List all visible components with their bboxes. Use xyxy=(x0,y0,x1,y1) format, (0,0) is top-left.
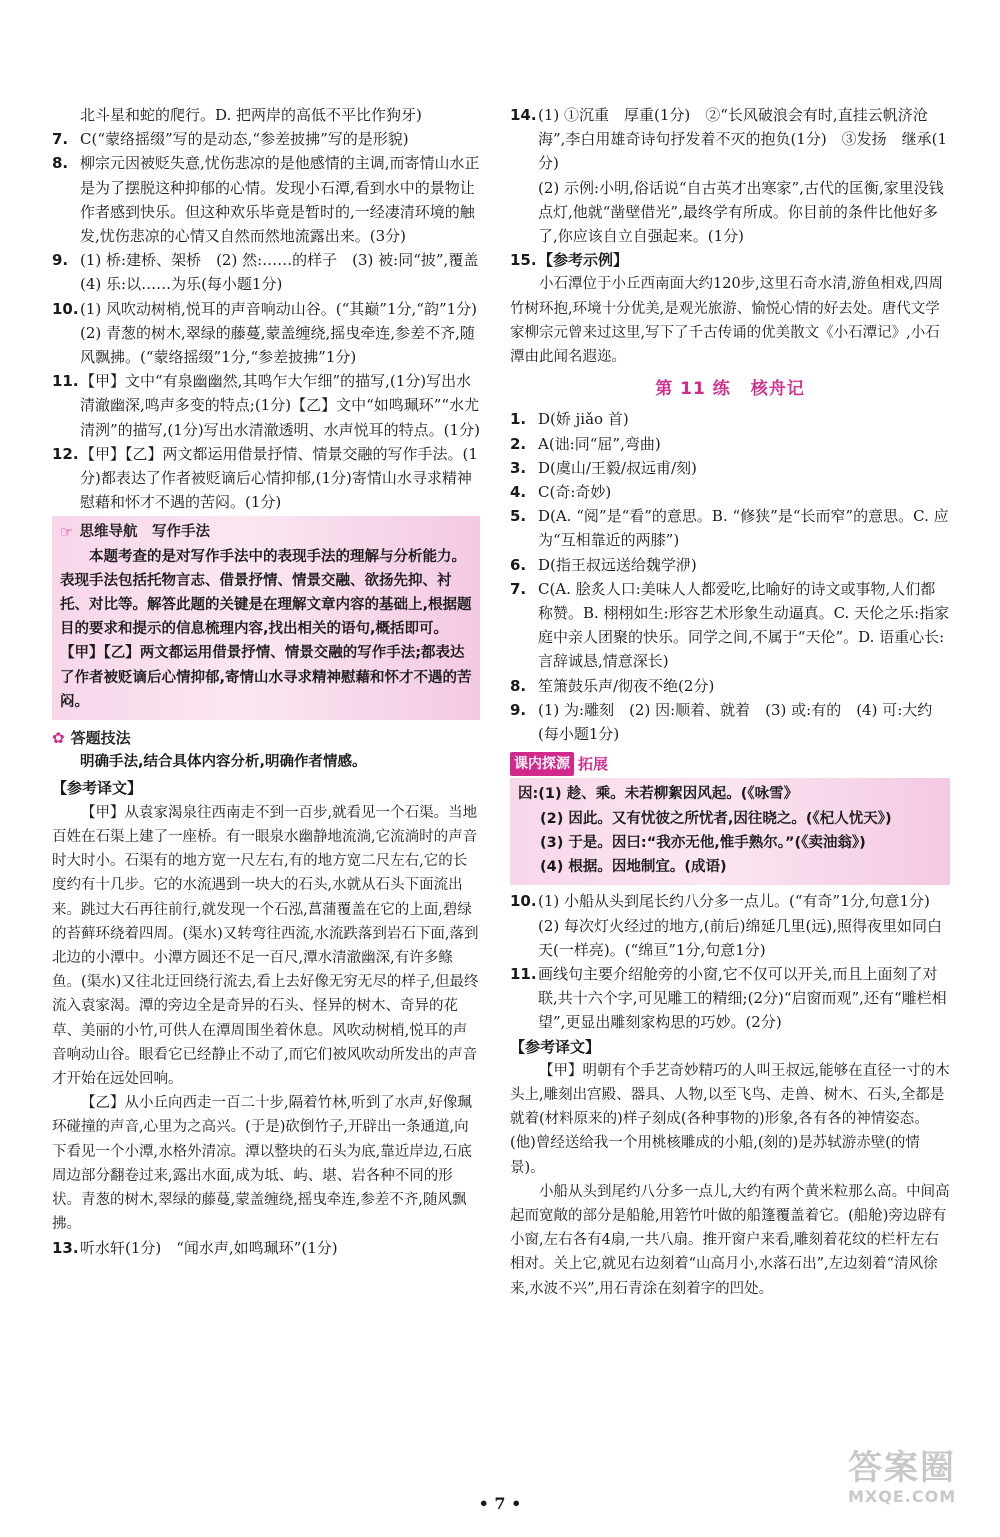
translation-yi: 【乙】从小丘向西走一百二十步,隔着竹林,听到了水声,好像珮环碰撞的声音,心里为之高兴。(于是)砍倒竹子,开辟出一条通道,向下看见一个小潭,水格外清凉。潭以整块的石头为底,靠近岸边,石底周边部分翻卷过来,露出水面,成为坻、屿、堪、岩各种不同的形状。青葱的树木,翠绿的藤蔓,蒙盖缠绕,摇曳牵连,参差不齐,随风飘拂。 xyxy=(52,1095,472,1233)
answer-part-2: (2) 每次灯火经过的地方,(前后)绵延几里(远),照得夜里如同白天(一样亮)。(“绵亘”1分,句意1分) xyxy=(538,916,942,959)
answer-item xyxy=(510,553,950,577)
answer-part-1: (1) ①沉重 厚重(1分) ②“长风破浪会有时,直挂云帆济沧海”,李白用雄奇诗句抒发着不灭的抱负(1分) ③发扬 继承(1分) xyxy=(538,106,948,173)
answer-number: 11. xyxy=(510,964,537,983)
answer-text: (1) 为:雕刻 (2) 因:顺着、就着 (3) 或:有的 (4) 可:大约(每小题1分) xyxy=(538,700,933,744)
answer-number: 8. xyxy=(510,676,527,695)
answer-number: 7. xyxy=(52,130,69,149)
answer-number: 13. xyxy=(52,1239,79,1258)
left-column xyxy=(52,103,494,1261)
textbook-source-box xyxy=(510,778,950,885)
answer-number: 9. xyxy=(510,700,527,719)
answer-number: 15. xyxy=(510,251,537,270)
pointing-hand-icon: ☞ xyxy=(60,523,74,542)
answer-technique-body: 明确手法,结合具体内容分析,明确作者情感。 xyxy=(80,754,367,771)
answer-body xyxy=(80,297,480,370)
watermark-logo xyxy=(848,1448,978,1518)
answer-text: 笙箫鼓乐声/彻夜不绝(2分) xyxy=(538,676,715,695)
answer-number: 7. xyxy=(510,579,527,598)
answer-13 xyxy=(52,1236,480,1260)
reference-example-text: 小石潭位于小丘西南面大约120步,这里石奇水清,游鱼相戏,四周竹树环抱,环境十分优美,是观光旅游、愉悦心情的好去处。唐代文学家柳宗元曾来过这里,写下了千古传诵的优美散文《小石潭记》,小石潭由此闻名遐迩。 xyxy=(510,276,944,366)
answer-item xyxy=(510,407,950,431)
answer-text: 柳宗元因被贬失意,忧伤悲凉的是他感情的主调,而寄情山水正是为了摆脱这种抑郁的心情。发现小石潭,看到水中的景物让作者感到快乐。但这种欢乐毕竟是暂时的,一经凄清环境的触发,忧伤悲凉的心情又自然而然地流露出来。(3分) xyxy=(80,154,480,246)
answer-text: (1) 桥:建桥、架桥 (2) 然:……的样子 (3) 被:同“披”,覆盖 (4) 乐:以……为乐(每小题1分) xyxy=(80,251,494,294)
answer-item xyxy=(510,480,950,504)
explore-line-3: (3) 于是。因曰:“我亦无他,惟手熟尔。”(《卖油翁》) xyxy=(540,834,866,851)
answer-text: A(诎:同“屈”,弯曲) xyxy=(538,434,661,453)
translation-paragraph-1: 【甲】明朝有个手艺奇妙精巧的人叫王叔远,能够在直径一寸的木头上,雕刻出宫殿、器具、人物,以至飞鸟、走兽、树木、石头,全都是就着(材料原来的)样子刻成(各种事物的)形象,各有各的神情姿态。(他)曾经送给我一个用桃核雕成的小船,(刻的)是苏轼游赤壁(的情景)。 xyxy=(510,1062,950,1176)
answer-item xyxy=(510,698,950,746)
answer-number: 12. xyxy=(52,444,79,463)
answer-text: 【甲】文中“有泉幽幽然,其鸣乍大乍细”的描写,(1分)写出水清澈幽深,鸣声多变的特点;(1分)【乙】文中“如鸣珮环”“水尤清洌”的描写,(1分)写出水清澈透明、水声悦耳的特点。(1分) xyxy=(80,372,480,439)
answer-item xyxy=(510,577,950,674)
answer-technique-header xyxy=(52,726,480,750)
answer-text: D(娇 jiǎo 首) xyxy=(538,410,629,429)
answer-10 xyxy=(510,889,950,962)
answer-15 xyxy=(510,248,950,272)
answer-number: 8. xyxy=(52,154,69,173)
answer-text: 画线句主要介绍舱旁的小窗,它不仅可以开关,而且上面刻了对联,共十六个字,可见雕工的精细;(2分)“启窗而观”,还有“雕栏相望”,更显出雕刻家构思的巧妙。(2分) xyxy=(538,964,947,1032)
answer-text: 【甲】【乙】两文都运用借景抒情、情景交融的写作手法。(1分)都表达了作者被贬谪后心情抑郁,(1分)寄情山水寻求精神慰藉和怀才不遇的苦闷。(1分) xyxy=(80,444,478,512)
textbook-source-tag: 课内探源 xyxy=(510,752,574,776)
answer-item xyxy=(510,504,950,552)
answer-text: C(奇:奇妙) xyxy=(538,483,612,502)
answer-number: 5. xyxy=(510,507,527,526)
answer-number: 4. xyxy=(510,483,527,502)
answer-list xyxy=(510,407,950,746)
thinking-navigation-body: 本题考查的是对写作手法中的表现手法的理解与分析能力。表现手法包括托物言志、借景抒情、情景交融、欲扬先抑、衬托、对比等。解答此题的关键是在理解文章内容的基础上,根据题目的要求和提示的信息梳理内容,找出相关的语句,概括即可。【甲】【乙】两文都运用借景抒情、情景交融的写作手法;都表达了作者被贬谪后心情抑郁,寄情山水寻求精神慰藉和怀才不遇的苦闷。 xyxy=(60,548,472,710)
thinking-navigation-title: 思维导航 写作手法 xyxy=(79,524,210,541)
answer-part-2: (2) 示例:小明,俗话说“自古英才出寒家”,古代的匡衡,家里没钱点灯,他就“凿壁借光”,最终学有所成。你目前的条件比他好多了,你应该自立自强起来。(1分) xyxy=(538,178,944,246)
thinking-navigation-box xyxy=(52,516,480,720)
reference-example-title: 【参考示例】 xyxy=(538,251,629,270)
thinking-navigation-header xyxy=(60,520,472,544)
explore-line-2: (2) 因此。又有忧彼之所忧者,因往晓之。(《杞人忧天》) xyxy=(540,810,892,827)
explore-line-1: 因:(1) 趁、乘。未若柳絮因风起。(《咏雪》 xyxy=(518,786,799,803)
section-name: 核舟记 xyxy=(750,379,805,400)
q6-continuation: 北斗星和蛇的爬行。D. 把两岸的高低不平比作狗牙) xyxy=(80,106,422,124)
answer-text: D(虞山/王毅/叔远甫/刻) xyxy=(538,458,697,477)
answer-7 xyxy=(52,127,480,151)
answer-text: D(指王叔远送给魏学洢) xyxy=(538,555,697,574)
answer-11 xyxy=(52,369,480,442)
answer-number: 10. xyxy=(52,299,79,318)
answer-technique-title: 答题技法 xyxy=(70,729,131,748)
watermark-text: 答案圈 xyxy=(848,1448,956,1488)
answer-part-2: (2) 青葱的树木,翠绿的藤蔓,蒙盖缠绕,摇曳牵连,参差不齐,随风飘拂。(“蒙络摇缀”1分,“参差披拂”1分) xyxy=(80,323,475,367)
answer-part-1: (1) 风吹动树梢,悦耳的声音响动山谷。(“其巅”1分,“韵”1分) xyxy=(80,299,478,318)
answer-item xyxy=(510,674,950,698)
answer-part-1: (1) 小船从头到尾长约八分多一点儿。(“有奇”1分,句意1分) xyxy=(538,892,930,911)
answer-8 xyxy=(52,151,480,248)
answer-item xyxy=(510,432,950,456)
answer-text: C(A. 脍炙人口:美味人人都爱吃,比喻好的诗文或事物,人们都称赞。B. 栩栩如生:形容艺术形象生动逼真。C. 天伦之乐:指家庭中亲人团聚的快乐。同学之间,不属于“天伦”。D. 语重心长:言辞诚恳,情意深长) xyxy=(538,579,950,671)
watermark-url: MXQE.COM xyxy=(848,1487,957,1506)
answer-number: 2. xyxy=(510,434,527,453)
answer-11 xyxy=(510,962,950,1035)
extension-label: 拓展 xyxy=(578,755,609,774)
translation-jia: 【甲】从袁家渴泉往西南走不到一百步,就看见一个石渠。当地百姓在石渠上建了一座桥。有一眼泉水幽静地流淌,它流淌时的声音时大时小。石渠有的地方宽一尺左右,有的地方宽二尺左右,它的长度约有十几步。它的水流遇到一块大的石头,水就从石头下面流出来。跳过大石再往前行,就发现一个石泓,菖蒲覆盖在它的上面,碧绿的苔藓环绕着四周。(渠水)又转弯往西流,水流跌落到岩石下面,落到北边的小潭中。小潭方圆还不足一百尺,潭水清澈幽深,有许多鲦鱼。(渠水)又往北迂回绕行流去,看上去好像无穷无尽的样子,但最终流入袁家渴。潭的旁边全是奇异的石头、怪异的树木、奇异的花草、美丽的小竹,可供人在潭周围坐着休息。风吹动树梢,悦耳的声音响动山谷。眼看它已经静止不动了,而它们被风吹动所发出的声音才开始在远处回响。 xyxy=(52,804,479,1087)
answer-10 xyxy=(52,297,480,370)
answer-text: D(A. “阅”是“看”的意思。B. “修狭”是“长而窄”的意思。C. 应为“互相靠近的两膝”) xyxy=(538,507,949,550)
answer-number: 3. xyxy=(510,458,527,477)
answer-number: 10. xyxy=(510,892,537,911)
answer-number: 1. xyxy=(510,410,527,429)
answer-text: 听水轩(1分) “闻水声,如鸣珮环”(1分) xyxy=(80,1239,338,1258)
section-number: 第 11 练 xyxy=(655,379,731,400)
section-title xyxy=(510,377,950,401)
flower-icon: ✿ xyxy=(52,729,65,748)
answer-number: 14. xyxy=(510,106,537,124)
answer-12 xyxy=(52,442,480,515)
right-column xyxy=(510,103,950,1301)
answer-number: 6. xyxy=(510,555,527,574)
answer-9 xyxy=(52,248,494,296)
reference-translation-title: 【参考译文】 xyxy=(52,779,143,798)
explore-line-4: (4) 根据。因地制宜。(成语) xyxy=(540,859,727,876)
page-number: • 7 • xyxy=(478,1494,522,1513)
answer-body xyxy=(538,889,950,962)
answer-14 xyxy=(510,103,950,248)
answer-number: 11. xyxy=(52,372,79,391)
answer-text: C(“蒙络摇缀”写的是动态,“参差披拂”写的是形貌) xyxy=(80,130,409,149)
answer-number: 9. xyxy=(52,251,69,270)
reference-translation-title: 【参考译文】 xyxy=(510,1037,601,1056)
answer-item xyxy=(510,456,950,480)
answer-body xyxy=(538,103,950,248)
translation-paragraph-2: 小船从头到尾约八分多一点儿,大约有两个黄米粒那么高。中间高起而宽敞的部分是船舱,用箬竹叶做的船篷覆盖着它。(船舱)旁边辟有小窗,左右各有4扇,一共八扇。推开窗户来看,雕刻着花纹的栏杆左右相对。关上它,就见右边刻着“山高月小,水落石出”,左边刻着“清风徐来,水波不兴”,用石青涂在刻着字的凹处。 xyxy=(510,1183,950,1297)
textbook-source-header xyxy=(510,752,950,776)
